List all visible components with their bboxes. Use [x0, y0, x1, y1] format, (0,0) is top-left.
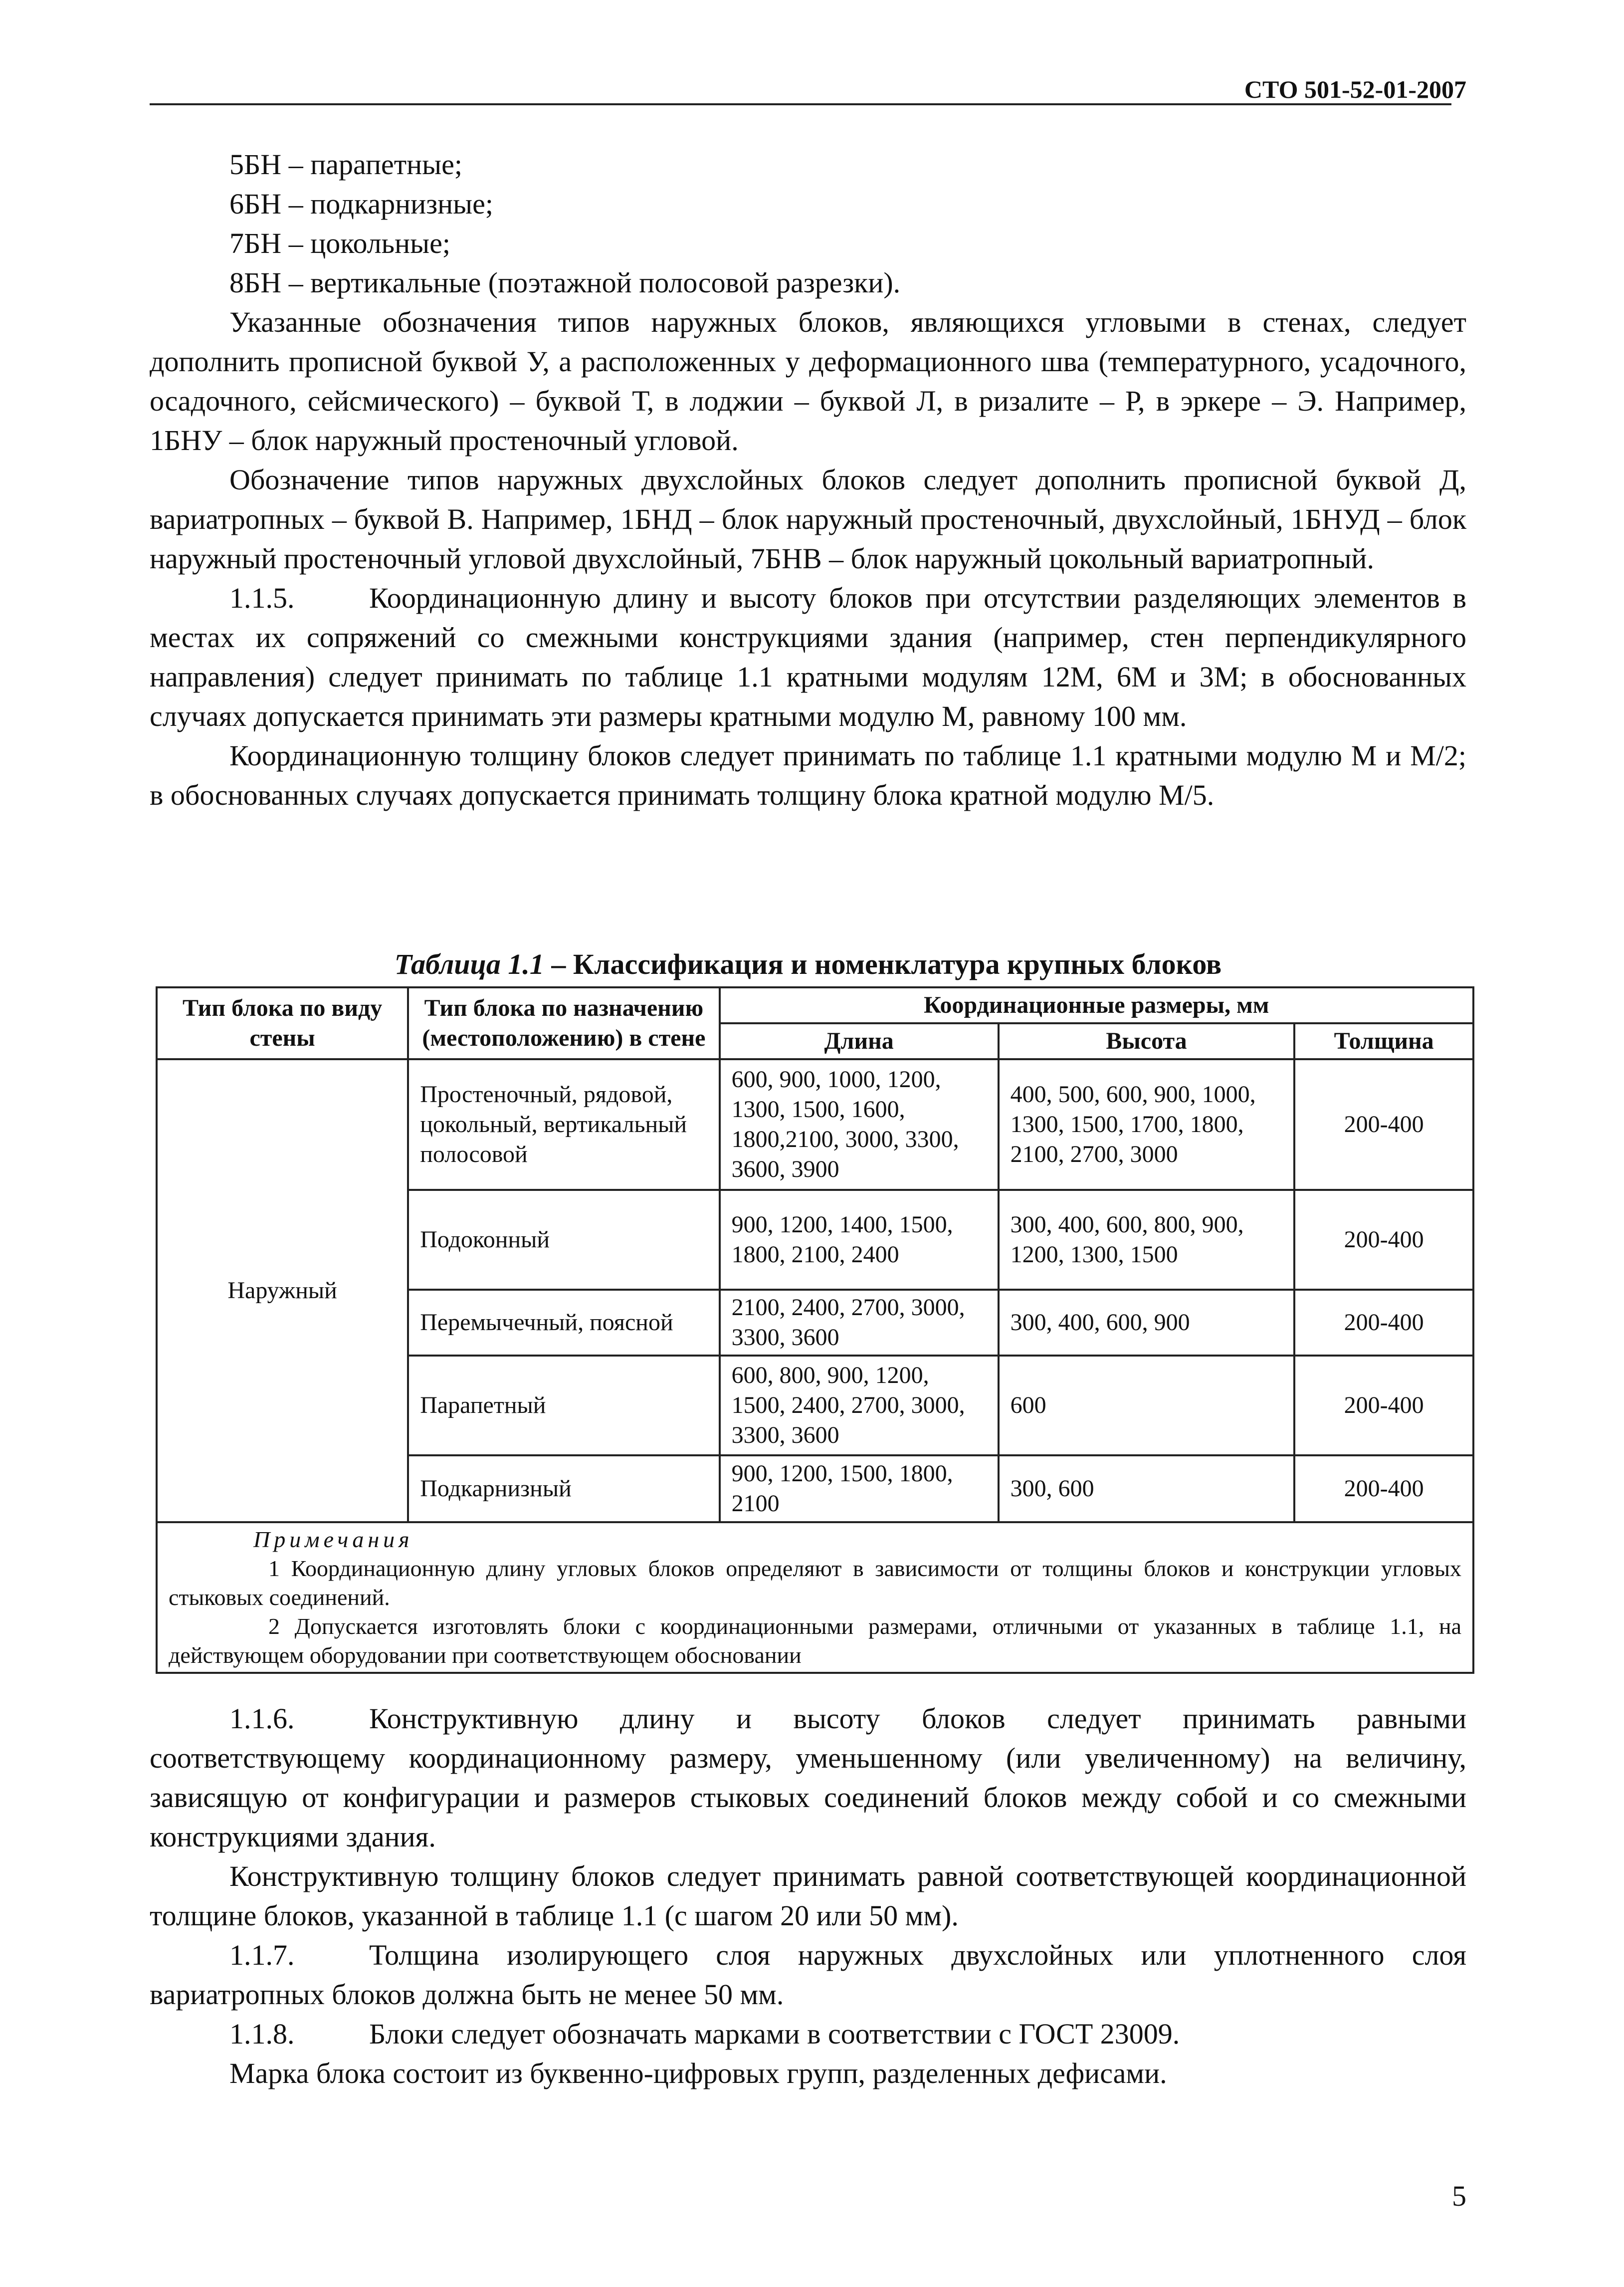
paragraph: Указанные обозначения типов наружных блоков, являющихся угловыми в стенах, следует дополнить прописной буквой У, а расположенных у деформационного шва (температурного, усадочного, осадочного, сейсмического) – буквой Т, в лоджии – буквой Л, в ризалите – Р, в эркере – Э. Например, 1БНУ – блок наружный простеночный угловой. [150, 306, 1466, 457]
cell-height: 600 [999, 1356, 1295, 1455]
paragraph: Конструктивную толщину блоков следует принимать равной соответствующей координационной толщине блоков, указанной в таблице 1.1 (с шагом 20 или 50 мм). [150, 1860, 1466, 1932]
section-number: 1.1.7. [229, 1939, 295, 1971]
body-top [150, 145, 1466, 815]
list-item: 5БН – парапетные; [229, 148, 462, 181]
cell-thickness: 200-400 [1294, 1455, 1473, 1522]
section-text: Координационную длину и высоту блоков при отсутствии разделяющих элементов в местах их сопряжений со смежными конструкциями здания (например, стен перпендикулярного направления) следует принимать по таблице 1.1 кратными модулям 12М, 6М и 3М; в обоснованных случаях допускается принимать эти размеры кратными модулю М, равному 100 мм. [150, 582, 1466, 732]
cell-height: 300, 600 [999, 1455, 1295, 1522]
note-item: 2 Допускается изготовлять блоки с координационными размерами, отличными от указанных в таблице 1.1, на действующем оборудовании при соответствующем обосновании [169, 1613, 1461, 1668]
section-1-1-7 [150, 1935, 1466, 2014]
table-title [150, 947, 1466, 982]
cell-thickness: 200-400 [1294, 1356, 1473, 1455]
page-number: 5 [1452, 2180, 1466, 2212]
cell-height: 300, 400, 600, 900 [999, 1290, 1295, 1356]
cell-purpose: Перемычечный, поясной [408, 1290, 719, 1356]
section-1-1-5 [150, 578, 1466, 736]
header-height: Высота [999, 1023, 1295, 1059]
header-purpose: Тип блока по назначению (местоположению) в стене [408, 987, 719, 1059]
cell-thickness: 200-400 [1294, 1290, 1473, 1356]
paragraph: Обозначение типов наружных двухслойных блоков следует дополнить прописной буквой Д, вариатропных – буквой В. Например, 1БНД – блок наружный простеночный, двухслойный, 1БНУД – блок наружный простеночный угловой двухслойный, 7БНВ – блок наружный цокольный вариатропный. [150, 463, 1466, 575]
cell-length: 600, 900, 1000, 1200, 1300, 1500, 1600, 1800,2100, 3000, 3300, 3600, 3900 [720, 1059, 999, 1190]
table-number: Таблица 1.1 [394, 948, 544, 980]
cell-height: 300, 400, 600, 800, 900, 1200, 1300, 1500 [999, 1190, 1295, 1290]
note-item: 1 Координационную длину угловых блоков определяют в зависимости от толщины блоков и конструкции угловых стыковых соединений. [169, 1556, 1461, 1610]
paragraph: Координационную толщину блоков следует принимать по таблице 1.1 кратными модулю М и М/2; в обоснованных случаях допускается принимать толщину блока кратной модулю М/5. [150, 739, 1466, 811]
classification-table [156, 986, 1474, 1674]
header-wall-type: Тип блока по виду стены [157, 987, 408, 1059]
section-1-1-6 [150, 1699, 1466, 1856]
cell-purpose: Подкарнизный [408, 1455, 719, 1522]
document-code: СТО 501-52-01-2007 [1244, 75, 1466, 103]
cell-purpose: Простеночный, рядовой, цокольный, вертикальный полосовой [408, 1059, 719, 1190]
header-thickness: Толщина [1294, 1023, 1473, 1059]
cell-length: 600, 800, 900, 1200, 1500, 2400, 2700, 3000, 3300, 3600 [720, 1356, 999, 1455]
cell-thickness: 200-400 [1294, 1190, 1473, 1290]
cell-purpose: Парапетный [408, 1356, 719, 1455]
table-header-row [157, 987, 1473, 1023]
notes-title: Примечания [253, 1527, 413, 1552]
list-item: 6БН – подкарнизные; [229, 188, 493, 220]
cell-height: 400, 500, 600, 900, 1000, 1300, 1500, 1700, 1800, 2100, 2700, 3000 [999, 1059, 1295, 1190]
cell-purpose: Подоконный [408, 1190, 719, 1290]
section-number: 1.1.5. [229, 582, 295, 614]
cell-length: 900, 1200, 1400, 1500, 1800, 2100, 2400 [720, 1190, 999, 1290]
section-number: 1.1.8. [229, 2018, 295, 2050]
cell-thickness: 200-400 [1294, 1059, 1473, 1190]
list-item: 7БН – цокольные; [229, 227, 450, 259]
cell-wall-type: Наружный [157, 1059, 408, 1522]
paragraph: Марка блока состоит из буквенно-цифровых групп, разделенных дефисами. [229, 2057, 1167, 2089]
table-notes-row [157, 1522, 1473, 1673]
table-row [157, 1059, 1473, 1190]
header-length: Длина [720, 1023, 999, 1059]
cell-length: 2100, 2400, 2700, 3000, 3300, 3600 [720, 1290, 999, 1356]
header-rule [150, 103, 1451, 105]
section-number: 1.1.6. [229, 1702, 295, 1735]
list-item: 8БН – вертикальные (поэтажной полосовой разрезки). [229, 266, 901, 299]
table-notes [157, 1522, 1473, 1673]
section-text: Конструктивную длину и высоту блоков следует принимать равными соответствующему координационному размеру, уменьшенному (или увеличенному) на величину, зависящую от конфигурации и размеров стыковых соединений блоков между собой и со смежными конструкциями здания. [150, 1702, 1466, 1853]
cell-length: 900, 1200, 1500, 1800, 2100 [720, 1455, 999, 1522]
body-bottom [150, 1699, 1466, 2093]
table-caption: – Классификация и номенклатура крупных блоков [544, 948, 1222, 980]
section-text: Блоки следует обозначать марками в соответствии с ГОСТ 23009. [369, 2018, 1180, 2050]
header-coordination-sizes: Координационные размеры, мм [720, 987, 1473, 1023]
section-text: Толщина изолирующего слоя наружных двухслойных или уплотненного слоя вариатропных блоков должна быть не менее 50 мм. [150, 1939, 1466, 2011]
section-1-1-8 [150, 2014, 1466, 2054]
